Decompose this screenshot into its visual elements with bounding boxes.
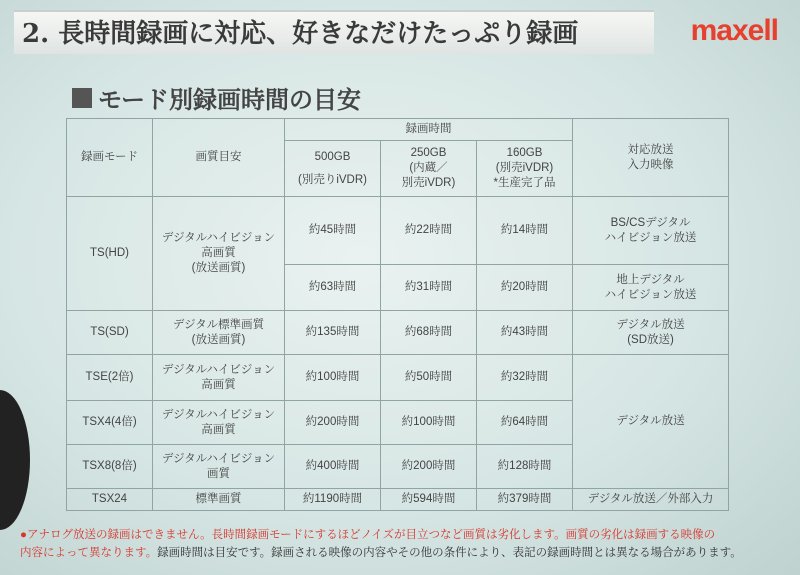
time-250gb: 約68時間 xyxy=(381,311,477,355)
quality-cell: デジタルハイビジョン 高画質 xyxy=(153,355,285,401)
header-160gb: 160GB (別売iVDR) *生産完了品 xyxy=(477,141,573,197)
red-bullet-icon: ● xyxy=(20,529,27,541)
time-500gb: 約45時間 xyxy=(285,197,381,265)
footnote-disclaimer: 録画時間は目安です。録画される映像の内容やその他の条件により、表記の録画時間とは異なる場合があります。 xyxy=(157,547,742,559)
broadcast-cell: BS/CSデジタル ハイビジョン放送 xyxy=(573,197,729,265)
mode-cell: TS(SD) xyxy=(67,311,153,355)
mode-cell: TSX4(4倍) xyxy=(67,401,153,445)
broadcast-cell: デジタル放送 (SD放送) xyxy=(573,311,729,355)
header-quality: 画質目安 xyxy=(153,119,285,197)
time-160gb: 約43時間 xyxy=(477,311,573,355)
mode-cell: TSE(2倍) xyxy=(67,355,153,401)
broadcast-cell: デジタル放送 xyxy=(573,355,729,489)
header-mode: 録画モード xyxy=(67,119,153,197)
table-row xyxy=(67,489,729,511)
header-500gb: 500GB (別売りiVDR) xyxy=(285,141,381,197)
broadcast-cell: 地上デジタル ハイビジョン放送 xyxy=(573,265,729,311)
recording-time-table xyxy=(66,118,729,511)
quality-cell: デジタルハイビジョン 高画質 (放送画質) xyxy=(153,197,285,311)
time-160gb: 約379時間 xyxy=(477,489,573,511)
table-row xyxy=(67,355,729,401)
time-500gb: 約400時間 xyxy=(285,445,381,489)
speaker-silhouette xyxy=(0,390,30,530)
time-250gb: 約594時間 xyxy=(381,489,477,511)
time-160gb: 約14時間 xyxy=(477,197,573,265)
time-250gb: 約22時間 xyxy=(381,197,477,265)
table-row xyxy=(67,197,729,265)
quality-cell: デジタル標準画質 (放送画質) xyxy=(153,311,285,355)
mode-cell: TSX8(8倍) xyxy=(67,445,153,489)
section-title xyxy=(72,80,361,115)
footnote-warning-cont: 内容によって異なります。 xyxy=(20,547,158,559)
time-500gb: 約200時間 xyxy=(285,401,381,445)
slide-title: 2. 長時間録画に対応、好きなだけたっぷり録画 xyxy=(14,10,654,54)
time-250gb: 約100時間 xyxy=(381,401,477,445)
time-500gb: 約100時間 xyxy=(285,355,381,401)
footnote-warning: アナログ放送の録画はできません。長時間録画モードにするほどノイズが目立つなど画質は劣化します。画質の劣化は録画する映像の xyxy=(26,529,716,541)
time-160gb: 約20時間 xyxy=(477,265,573,311)
header-250gb: 250GB (内蔵／ 別売iVDR) xyxy=(381,141,477,197)
time-250gb: 約50時間 xyxy=(381,355,477,401)
time-160gb: 約128時間 xyxy=(477,445,573,489)
square-bullet-icon xyxy=(72,88,92,108)
mode-cell: TS(HD) xyxy=(67,197,153,311)
quality-cell: デジタルハイビジョン 画質 xyxy=(153,445,285,489)
time-500gb: 約63時間 xyxy=(285,265,381,311)
time-160gb: 約64時間 xyxy=(477,401,573,445)
mode-cell: TSX24 xyxy=(67,489,153,511)
header-recording-time: 録画時間 xyxy=(285,119,573,141)
footnote xyxy=(20,526,790,562)
time-500gb: 約135時間 xyxy=(285,311,381,355)
section-title-text: モード別録画時間の目安 xyxy=(98,87,362,114)
table-row xyxy=(67,311,729,355)
header-broadcast: 対応放送 入力映像 xyxy=(573,119,729,197)
maxell-logo: maxell xyxy=(690,14,778,47)
quality-cell: デジタルハイビジョン 高画質 xyxy=(153,401,285,445)
time-160gb: 約32時間 xyxy=(477,355,573,401)
time-250gb: 約31時間 xyxy=(381,265,477,311)
time-250gb: 約200時間 xyxy=(381,445,477,489)
time-500gb: 約1190時間 xyxy=(285,489,381,511)
quality-cell: 標準画質 xyxy=(153,489,285,511)
broadcast-cell: デジタル放送／外部入力 xyxy=(573,489,729,511)
